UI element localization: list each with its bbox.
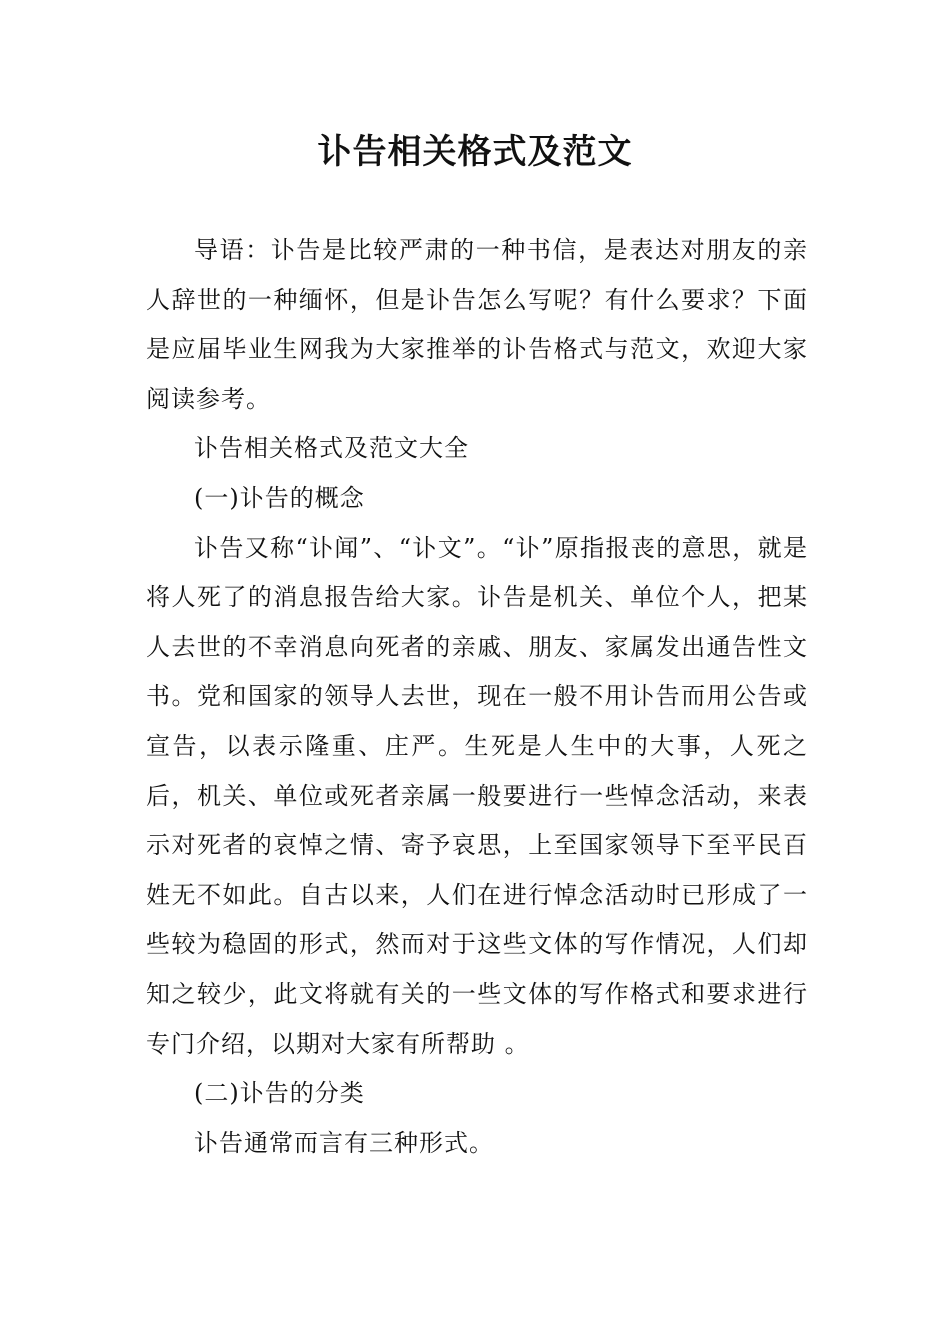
- document-title: 讣告相关格式及范文: [317, 132, 633, 172]
- paragraph-concept: 讣告又称“讣闻”、“讣文”。“讣”原指报丧的意思，就是将人死了的消息报告给大家。讣告是机关、单位个人，把某人去世的不幸消息向死者的亲戚、朋友、家属发出通告性文书。党和国家的领导人去世，现在一般不用讣告而用公告或宣告，以表示隆重、庄严。生死是人生中的大事，人死之后，机关、单位或死者亲属一般要进行一些悼念活动，来表示对死者的哀悼之情、寄予哀思，上至国家领导下至平民百姓无不如此。自古以来，人们在进行悼念活动时已形成了一些较为稳固的形式，然而对于这些文体的写作情况，人们却知之较少，此文将就有关的一些文体的写作格式和要求进行专门介绍，以期对大家有所帮助 。: [146, 533, 808, 1058]
- paragraph-intro: 导语：讣告是比较严肃的一种书信，是表达对朋友的亲人辞世的一种缅怀，但是讣告怎么写呢？有什么要求？下面是应届毕业生网我为大家推举的讣告格式与范文，欢迎大家阅读参考。: [146, 236, 808, 413]
- section-heading-classification: (二)讣告的分类: [194, 1079, 365, 1108]
- section-heading-concept: (一)讣告的概念: [194, 483, 365, 512]
- document-body: [146, 226, 808, 1168]
- paragraph-classification: 讣告通常而言有三种形式。: [194, 1128, 494, 1157]
- section-heading-overview: 讣告相关格式及范文大全: [194, 434, 469, 463]
